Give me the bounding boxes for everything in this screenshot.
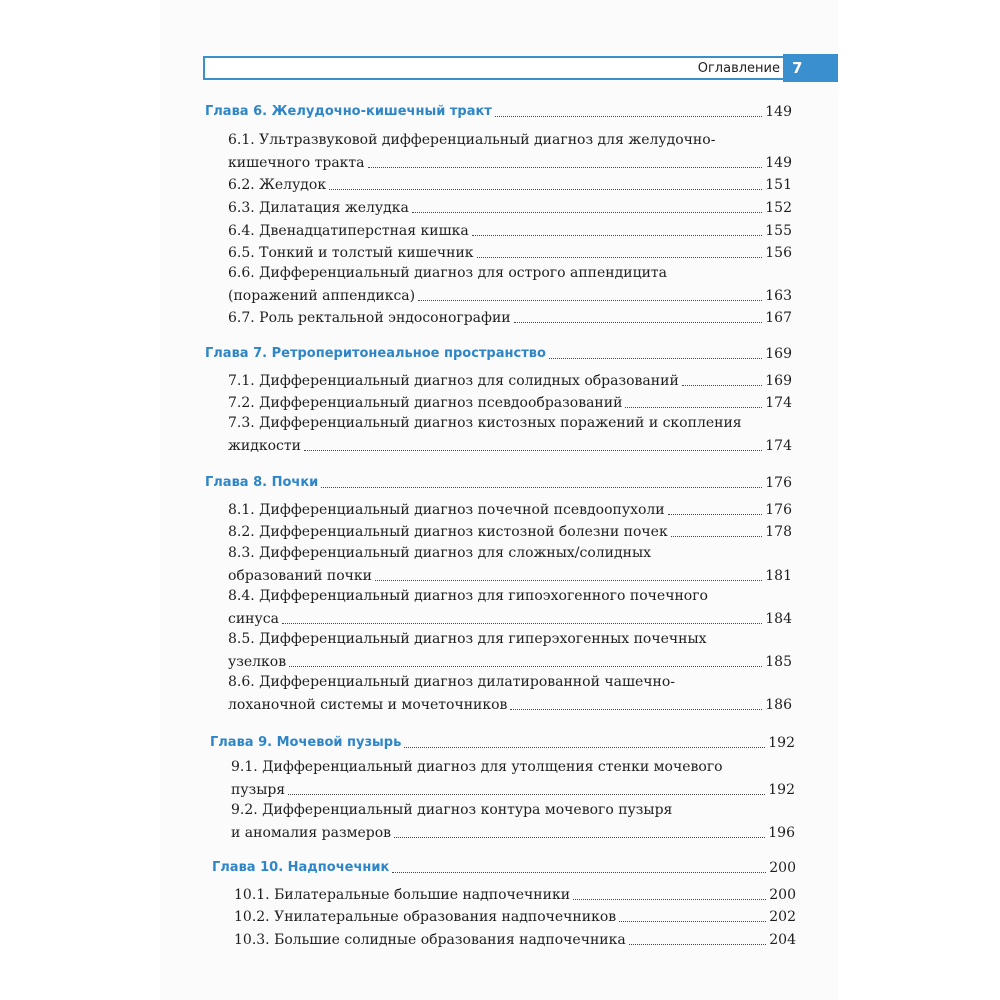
entry-title: 6.2. Желудок (228, 177, 327, 193)
toc-entry-7-3[interactable] (228, 435, 792, 455)
entry-title: 8.2. Дифференциальный диагноз кистозной болезни почек (228, 524, 668, 540)
leader-dots (404, 746, 765, 748)
page-ref: 169 (765, 373, 792, 389)
page-ref: 155 (765, 223, 792, 239)
leader-dots (289, 665, 762, 667)
leader-dots (549, 357, 762, 359)
leader-dots (510, 708, 762, 710)
leader-dots (375, 579, 762, 581)
chapter-title: Глава 9. Мочевой пузырь (210, 735, 402, 750)
page-number-badge: 7 (783, 54, 838, 82)
entry-title: 8.1. Дифференциальный диагноз почечной псевдоопухоли (228, 502, 665, 518)
entry-title: синуса (228, 611, 279, 627)
page-ref: 178 (765, 524, 792, 540)
leader-dots (514, 321, 763, 323)
leader-dots (625, 406, 762, 408)
entry-title: пузыря (231, 782, 286, 798)
toc-entry-8-6[interactable] (228, 694, 792, 714)
leader-dots (629, 943, 767, 945)
toc-entry-8-5[interactable] (228, 651, 792, 671)
page-ref: 192 (768, 735, 795, 751)
page-ref: 149 (765, 104, 792, 120)
toc-entry-9-1[interactable] (231, 779, 795, 799)
toc-entry-6-6-line1[interactable]: 6.6. Дифференциальный диагноз для острого аппендицита (228, 265, 668, 281)
chapter-title: Глава 7. Ретроперитонеальное пространство (205, 346, 546, 361)
toc-entry-8-4-line1[interactable]: 8.4. Дифференциальный диагноз для гипоэхогенного почечного (228, 588, 708, 604)
page-ref: 163 (765, 288, 792, 304)
leader-dots (668, 513, 763, 515)
entry-title: жидкости (228, 438, 301, 454)
page-ref: 176 (765, 502, 792, 518)
page-ref: 174 (765, 438, 792, 454)
leader-dots (321, 486, 762, 488)
entry-title: узелков (228, 654, 287, 670)
leader-dots (368, 166, 763, 168)
toc-entry-8-4[interactable] (228, 608, 792, 628)
leader-dots (477, 256, 763, 258)
toc-entry-10-1[interactable] (234, 884, 796, 904)
toc-entry-6-3[interactable] (228, 197, 792, 217)
entry-title: и аномалия размеров (231, 825, 392, 841)
leader-dots (573, 898, 766, 900)
leader-dots (304, 449, 762, 451)
leader-dots (412, 211, 762, 213)
toc-entry-10-3[interactable] (234, 929, 796, 949)
entry-title: лоханочной системы и мочеточников (228, 697, 508, 713)
entry-title: 10.2. Унилатеральные образования надпочечников (234, 909, 617, 925)
page-ref: 174 (765, 395, 792, 411)
toc-chapter-9[interactable] (210, 732, 795, 752)
toc-entry-6-1-line1[interactable]: 6.1. Ультразвуковой дифференциальный диагноз для желудочно- (228, 132, 716, 148)
toc-entry-9-1-line1[interactable]: 9.1. Дифференциальный диагноз для утолщения стенки мочевого (231, 759, 723, 775)
chapter-title: Глава 10. Надпочечник (212, 860, 390, 875)
page-ref: 167 (765, 310, 792, 326)
toc-entry-7-1[interactable] (228, 370, 792, 390)
page-ref: 185 (765, 654, 792, 670)
toc-entry-8-3[interactable] (228, 565, 792, 585)
toc-entry-7-2[interactable] (228, 392, 792, 412)
toc-entry-8-6-line1[interactable]: 8.6. Дифференциальный диагноз дилатированной чашечно- (228, 674, 675, 690)
leader-dots (472, 234, 763, 236)
leader-dots (282, 622, 762, 624)
page-ref: 192 (768, 782, 795, 798)
page-ref: 186 (765, 697, 792, 713)
leader-dots (671, 535, 763, 537)
entry-title: 6.5. Тонкий и толстый кишечник (228, 245, 474, 261)
leader-dots (682, 384, 762, 386)
leader-dots (619, 920, 766, 922)
leader-dots (418, 299, 762, 301)
toc-entry-9-2[interactable] (231, 822, 795, 842)
entry-title: кишечного тракта (228, 155, 365, 171)
entry-title: 10.3. Большие солидные образования надпочечника (234, 932, 626, 948)
leader-dots (394, 836, 765, 838)
toc-entry-8-1[interactable] (228, 499, 792, 519)
entry-title: 6.3. Дилатация желудка (228, 200, 409, 216)
toc-entry-6-2[interactable] (228, 174, 792, 194)
page-ref: 169 (765, 346, 792, 362)
leader-dots (392, 871, 766, 873)
toc-entry-9-2-line1[interactable]: 9.2. Дифференциальный диагноз контура мочевого пузыря (231, 802, 673, 818)
leader-dots (288, 793, 765, 795)
page-ref: 156 (765, 245, 792, 261)
toc-entry-10-2[interactable] (234, 906, 796, 926)
page-ref: 196 (768, 825, 795, 841)
entry-title: 6.7. Роль ректальной эндосонографии (228, 310, 511, 326)
page-ref: 184 (765, 611, 792, 627)
entry-title: 10.1. Билатеральные большие надпочечники (234, 887, 571, 903)
toc-entry-6-4[interactable] (228, 220, 792, 240)
page-ref: 149 (765, 155, 792, 171)
toc-entry-7-3-line1[interactable]: 7.3. Дифференциальный диагноз кистозных поражений и скопления (228, 415, 742, 431)
page-ref: 152 (765, 200, 792, 216)
toc-entry-6-1[interactable] (228, 152, 792, 172)
toc-entry-8-2[interactable] (228, 521, 792, 541)
page-ref: 176 (765, 475, 792, 491)
entry-title: образований почки (228, 568, 372, 584)
toc-chapter-7[interactable] (205, 343, 792, 363)
leader-dots (495, 115, 762, 117)
toc-chapter-10[interactable] (212, 857, 796, 877)
chapter-title: Глава 6. Желудочно-кишечный тракт (205, 104, 492, 119)
toc-entry-6-5[interactable] (228, 242, 792, 262)
entry-title: 6.4. Двенадцатиперстная кишка (228, 223, 469, 239)
chapter-title: Глава 8. Почки (205, 475, 319, 490)
toc-chapter-8[interactable] (205, 472, 792, 492)
toc-entry-6-7[interactable] (228, 307, 792, 327)
entry-title: (поражений аппендикса) (228, 288, 416, 304)
leader-dots (329, 188, 762, 190)
running-header-title: Оглавление (697, 61, 780, 76)
toc-entry-8-5-line1[interactable]: 8.5. Дифференциальный диагноз для гиперэхогенных почечных (228, 631, 707, 647)
entry-title: 7.1. Дифференциальный диагноз для солидных образований (228, 373, 679, 389)
entry-title: 7.2. Дифференциальный диагноз псевдообразований (228, 395, 623, 411)
toc-chapter-6[interactable] (205, 101, 792, 121)
toc-entry-8-3-line1[interactable]: 8.3. Дифференциальный диагноз для сложных/солидных (228, 545, 651, 561)
page-ref: 202 (769, 909, 796, 925)
page-ref: 181 (765, 568, 792, 584)
page-ref: 200 (769, 887, 796, 903)
page-ref: 200 (769, 860, 796, 876)
page-ref: 204 (769, 932, 796, 948)
toc-entry-6-6[interactable] (228, 285, 792, 305)
page-ref: 151 (765, 177, 792, 193)
